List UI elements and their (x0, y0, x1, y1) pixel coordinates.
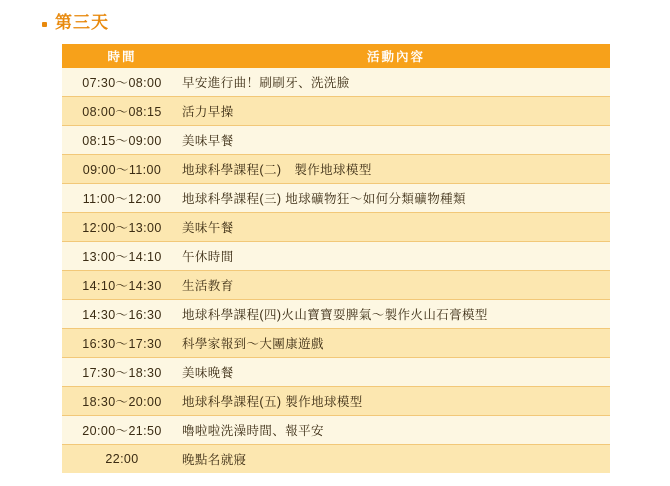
column-header-activity: 活動內容 (182, 44, 610, 68)
row-time: 22:00 (62, 445, 182, 474)
row-activity: 早安進行曲！刷刷牙、洗洗臉 (182, 68, 610, 97)
column-header-time: 時間 (62, 44, 182, 68)
row-activity: 地球科學課程(二) 製作地球模型 (182, 155, 610, 184)
row-time: 08:15～09:00 (62, 126, 182, 155)
table-row (62, 155, 610, 184)
row-activity: 地球科學課程(五) 製作地球模型 (182, 387, 610, 416)
row-activity: 嚕啦啦洗澡時間、報平安 (182, 416, 610, 445)
schedule-table (62, 44, 610, 473)
row-time: 14:30～16:30 (62, 300, 182, 329)
table-header-row (62, 44, 610, 68)
row-activity: 地球科學課程(四)火山寶寶耍脾氣～製作火山石膏模型 (182, 300, 610, 329)
table-body (62, 68, 610, 473)
row-time: 14:10～14:30 (62, 271, 182, 300)
table-row (62, 213, 610, 242)
row-time: 09:00～11:00 (62, 155, 182, 184)
table-row (62, 329, 610, 358)
day-heading (0, 0, 670, 38)
row-activity: 晚點名就寢 (182, 445, 610, 474)
row-activity: 午休時間 (182, 242, 610, 271)
table-row (62, 445, 610, 474)
row-time: 20:00～21:50 (62, 416, 182, 445)
table-row (62, 126, 610, 155)
row-time: 12:00～13:00 (62, 213, 182, 242)
page-title: 第三天 (55, 13, 109, 32)
table-row (62, 68, 610, 97)
row-time: 11:00～12:00 (62, 184, 182, 213)
bullet-dot-icon (42, 22, 47, 27)
row-activity: 地球科學課程(三) 地球礦物狂～如何分類礦物種類 (182, 184, 610, 213)
row-activity: 美味午餐 (182, 213, 610, 242)
table-row (62, 184, 610, 213)
row-time: 17:30～18:30 (62, 358, 182, 387)
row-activity: 活力早操 (182, 97, 610, 126)
schedule-table-wrapper (62, 44, 610, 473)
row-time: 16:30～17:30 (62, 329, 182, 358)
table-head (62, 44, 610, 68)
row-time: 08:00～08:15 (62, 97, 182, 126)
table-row (62, 416, 610, 445)
row-activity: 生活教育 (182, 271, 610, 300)
table-row (62, 242, 610, 271)
row-activity: 美味早餐 (182, 126, 610, 155)
row-activity: 科學家報到～大團康遊戲 (182, 329, 610, 358)
table-row (62, 97, 610, 126)
row-time: 18:30～20:00 (62, 387, 182, 416)
row-activity: 美味晚餐 (182, 358, 610, 387)
table-row (62, 358, 610, 387)
table-row (62, 300, 610, 329)
table-row (62, 387, 610, 416)
row-time: 13:00～14:10 (62, 242, 182, 271)
row-time: 07:30～08:00 (62, 68, 182, 97)
table-row (62, 271, 610, 300)
